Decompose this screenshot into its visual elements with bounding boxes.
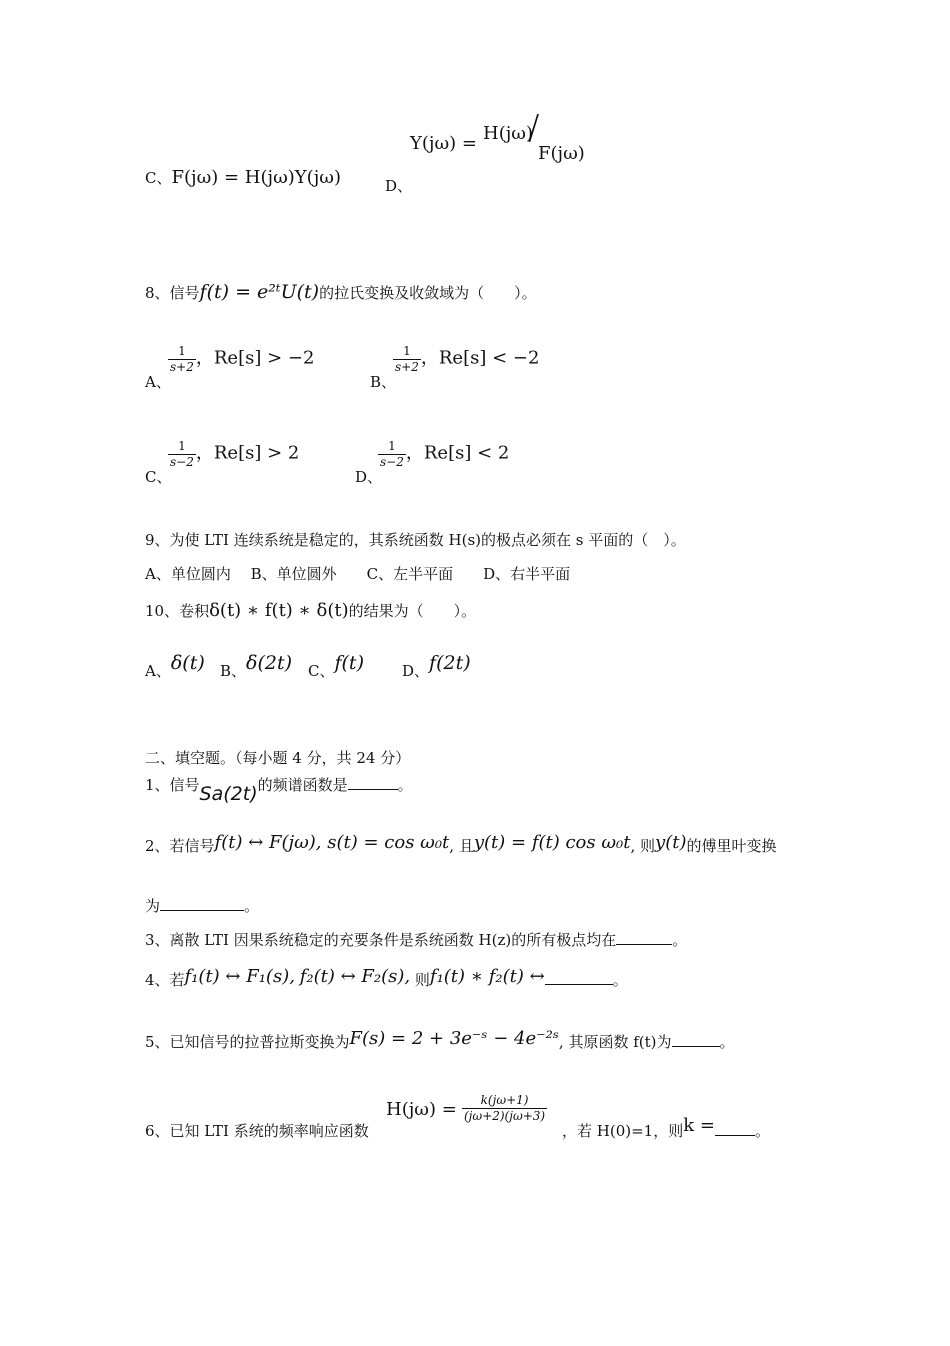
f6-num: k(jω+1) xyxy=(462,1093,547,1109)
q10-expr: δ(t) ∗ f(t) ∗ δ(t) xyxy=(209,600,349,621)
q10-d-label: D、 xyxy=(402,662,430,680)
f6-prefix: 6、已知 LTI 系统的频率响应函数 xyxy=(145,1122,369,1140)
f1-signal: Sa(2t) xyxy=(199,783,258,805)
q10-option-c xyxy=(308,652,364,681)
q7-c-formula: F(jω) = H(jω)Y(jω) xyxy=(171,167,341,188)
f2-y2: y(t) xyxy=(655,832,687,853)
q8-c-roc: ，Re[s] > 2 xyxy=(195,442,300,464)
f2-pair: f(t) ↔ F(jω), s(t) = cos ω₀t xyxy=(214,832,450,853)
f2-mid: , 且 xyxy=(449,837,474,855)
q8-a-num: 1 xyxy=(168,344,196,360)
q8-b-label: B、 xyxy=(370,373,397,391)
f6-lhs xyxy=(386,1100,457,1120)
fill-2-line2 xyxy=(145,896,259,916)
q10-options xyxy=(145,652,205,681)
q10-b: δ(2t) xyxy=(246,652,293,674)
f4-prefix: 4、若 xyxy=(145,971,185,989)
f3-blank[interactable] xyxy=(616,930,672,945)
q8-text: 的拉氏变换及收敛域为（ ）。 xyxy=(319,284,537,302)
fill-1 xyxy=(145,774,413,805)
fill-5 xyxy=(145,1028,735,1052)
q10-a: δ(t) xyxy=(170,652,205,674)
q8-option-a xyxy=(168,344,314,375)
f6-frac xyxy=(462,1093,547,1124)
q8-a-roc: ，Re[s] > −2 xyxy=(195,347,315,369)
q8-option-d xyxy=(378,439,509,470)
fill-3 xyxy=(145,930,687,950)
f4-mid: 则 xyxy=(414,971,430,989)
f5-expr: F(s) = 2 + 3e⁻ˢ − 4e⁻²ˢ xyxy=(349,1028,559,1049)
f5-suffix: , 其原函数 f(t)为 xyxy=(558,1033,672,1051)
q8-b-den: s+2 xyxy=(395,360,419,374)
f5-prefix: 5、已知信号的拉普拉斯变换为 xyxy=(145,1033,350,1051)
f5-blank[interactable] xyxy=(672,1032,720,1047)
f2-mid2: , 则 xyxy=(630,837,656,855)
f3-text: 3、离散 LTI 因果系统稳定的充要条件是系统函数 H(z)的所有极点均在 xyxy=(145,931,617,949)
q8-a-label: A、 xyxy=(145,373,171,391)
q8-b-roc: ，Re[s] < −2 xyxy=(420,347,540,369)
f3-end: 。 xyxy=(672,931,688,949)
q8-c-label: C、 xyxy=(145,468,172,486)
q8-stem xyxy=(145,282,537,303)
q8-d-label: D、 xyxy=(355,468,383,486)
f2-blank[interactable] xyxy=(160,896,244,911)
q8-c-den: s−2 xyxy=(170,455,194,469)
q7-option-c xyxy=(145,168,341,188)
q9-options: A、单位圆内 B、单位圆外 C、左半平面 D、右半平面 xyxy=(145,565,571,583)
q10-c: f(t) xyxy=(334,652,364,674)
q8-option-b xyxy=(393,344,539,375)
f6-den: (jω+2)(jω+3) xyxy=(464,1109,546,1123)
f2-y: y(t) = f(t) cos ω₀t xyxy=(473,832,631,853)
f2-end: 。 xyxy=(244,897,260,915)
f6-lhs-text: H(jω) = xyxy=(386,1099,457,1120)
q8-b-num: 1 xyxy=(393,344,421,360)
f6-k: k = xyxy=(683,1115,715,1136)
q8-d-fraction xyxy=(378,439,406,470)
q10-b-label: B、 xyxy=(220,662,247,680)
f6-end: 。 xyxy=(754,1122,770,1140)
f6-mid: ，若 H(0)=1，则 xyxy=(562,1122,684,1140)
q8-a-den: s+2 xyxy=(170,360,194,374)
fill-4 xyxy=(145,966,628,990)
q8-a-fraction xyxy=(168,344,196,375)
q9-stem: 9、为使 LTI 连续系统是稳定的，其系统函数 H(s)的极点必须在 s 平面的（ ）。 xyxy=(145,531,686,549)
f6-blank[interactable] xyxy=(715,1121,755,1136)
q7-d-denominator: F(jω) xyxy=(538,143,585,164)
q8-signal: f(t) = e²ᵗU(t) xyxy=(199,281,320,303)
f1-blank[interactable] xyxy=(348,775,398,790)
f4-end: 。 xyxy=(612,971,628,989)
f1-prefix: 1、信号 xyxy=(145,776,200,794)
q8-num: 8、信号 xyxy=(145,284,200,302)
q8-c-num: 1 xyxy=(168,439,196,455)
f2-suffix: 的傅里叶变换 xyxy=(686,837,777,855)
q8-b-fraction xyxy=(393,344,421,375)
q8-d-num: 1 xyxy=(378,439,406,455)
f4-pair1: f₁(t) ↔ F₁(s), xyxy=(184,966,295,987)
f4-conv: f₁(t) ∗ f₂(t) ↔ xyxy=(429,966,545,987)
q10-d: f(2t) xyxy=(429,652,471,674)
q10-option-b xyxy=(220,652,293,681)
q7-d-label: D、 xyxy=(385,177,413,195)
f1-end: 。 xyxy=(397,776,413,794)
f5-end: 。 xyxy=(719,1033,735,1051)
q10-a-label: A、 xyxy=(145,662,171,680)
f1-suffix: 的频谱函数是 xyxy=(257,776,348,794)
q10-stem xyxy=(145,601,476,621)
q8-option-c xyxy=(168,439,299,470)
q10-num: 10、卷积 xyxy=(145,602,210,620)
q7-c-label: C、 xyxy=(145,169,172,187)
f2-prefix: 2、若信号 xyxy=(145,837,215,855)
f4-blank[interactable] xyxy=(545,970,613,985)
q10-text: 的结果为（ ）。 xyxy=(348,602,477,620)
fill-2 xyxy=(145,832,777,856)
q8-d-roc: ，Re[s] < 2 xyxy=(405,442,510,464)
section-2-heading: 二、填空题。（每小题 4 分，共 24 分） xyxy=(145,749,411,767)
q10-c-label: C、 xyxy=(308,662,335,680)
q8-d-den: s−2 xyxy=(380,455,404,469)
f2-line2: 为 xyxy=(145,897,161,915)
f4-pair2: f₂(t) ↔ F₂(s), xyxy=(299,966,411,987)
q7-d-slash: / xyxy=(528,108,540,148)
q7-d-lhs: Y(jω) = xyxy=(410,133,477,154)
f6-fraction xyxy=(462,1093,547,1124)
q7-d-numerator: H(jω) xyxy=(483,123,534,144)
q8-c-fraction xyxy=(168,439,196,470)
q10-option-d xyxy=(402,652,471,681)
f6-rest xyxy=(562,1115,770,1141)
